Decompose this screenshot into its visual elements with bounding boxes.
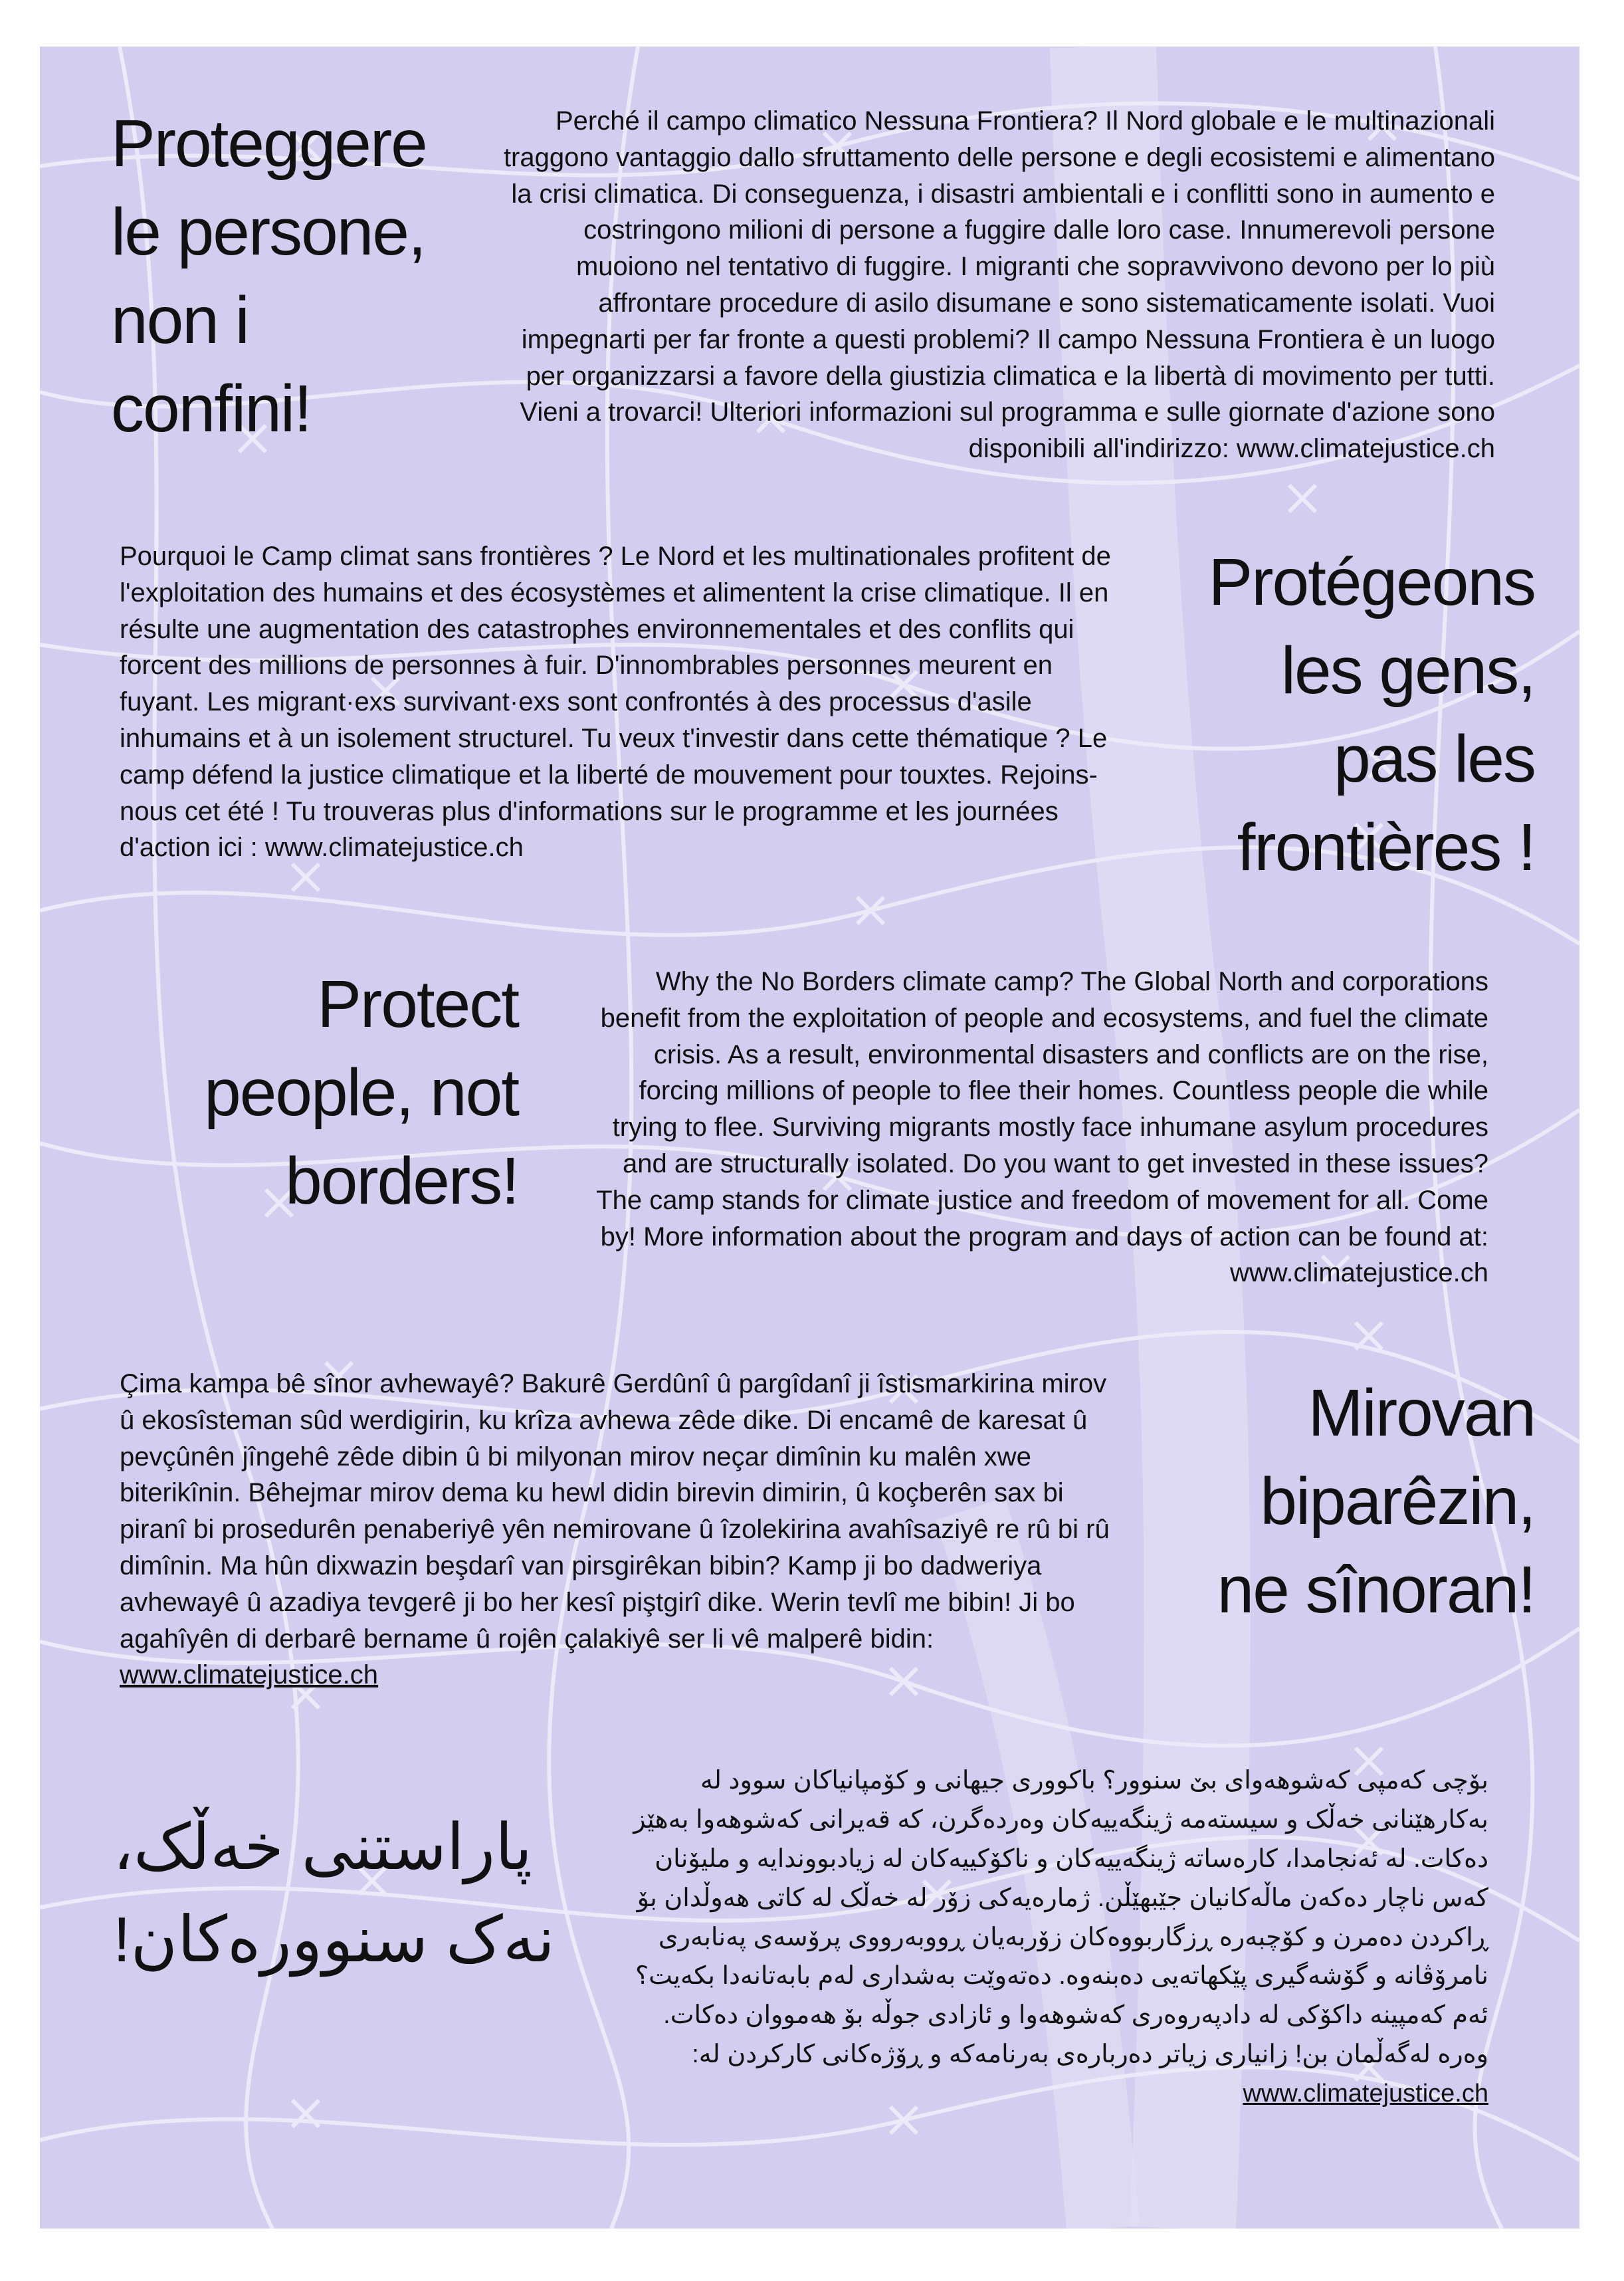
english-body: Why the No Borders climate camp? The Global North and corporations benefit from the exploitation of people and ecosystems, and fuel the climate crisis. As a result, environmental disasters and conflicts are on the rise, forcing millions of people to flee their homes. Countless people die while trying to flee. Surviving migrants mostly face inhumane asylum procedures and are structurally isolated. Do you want to get invested in these issues? The camp stands for climate justice and freedom of movement for all. Come by! More information about the program and days of action can be found at: www.climatejustice.ch	[596, 967, 1488, 1288]
poster	[40, 47, 1579, 2228]
italian-headline-line: Proteggere	[111, 106, 427, 181]
kurmanji-headline-line: Mirovan	[1308, 1376, 1535, 1450]
sorani-body-text: بۆچی کەمپی کەشوهەوای بێ سنوور؟ باکووری جیهانی و کۆمپانیاکان سوود لە بەکارهێنانی خەڵک و سیستەمە ژینگەییەکان وەردەگرن، کە قەیرانی کەشوهەوا بەهێز دەکات. لە ئەنجامدا، کارەساتە ژینگەییەکان و ناکۆکییەکان لە زیادبووندایە و ملیۆنان کەس ناچار دەکەن ماڵەکانیان جێبهێڵن. ژمارەیەکی زۆر لە خەڵک لە کاتی هەوڵدان بۆ ڕاکردن دەمرن و کۆچبەرە ڕزگاربووەکان زۆربەیان ڕووبەرووی پرۆسەی پەنابەری نامرۆڤانە و گۆشەگیری پێکهاتەیی دەبنەوە. دەتەوێت بەشداری لەم بابەتانەدا بکەیت؟ ئەم کەمپینە داکۆکی لە دادپەروەری کەشوهەوا و ئازادی جوڵە بۆ هەمووان دەکات. وەرە لەگەڵمان بن! زانیاری زیاتر دەربارەی بەرنامەکە و ڕۆژەکانی کارکردن لە:	[633, 1767, 1488, 2069]
kurmanji-url-link[interactable]: www.climatejustice.ch	[120, 1660, 379, 1690]
italian-headline-line: confini!	[111, 372, 311, 446]
english-headline-line: Protect	[317, 967, 518, 1041]
sorani-body	[631, 1761, 1488, 2114]
sorani-headline-line: پاراستنی خەڵک،	[113, 1812, 533, 1883]
kurmanji-body	[120, 1366, 1116, 1693]
french-headline-line: les gens,	[1280, 633, 1535, 708]
english-headline-line: people, not	[204, 1055, 518, 1130]
sorani-headline	[113, 1801, 618, 1986]
italian-headline-line: le persone,	[111, 195, 425, 269]
french-headline-line: Protégeons	[1208, 545, 1535, 619]
french-headline-line: frontières !	[1237, 810, 1535, 885]
english-headline	[106, 960, 518, 1226]
sorani-headline-line: نەک سنوورەکان!	[113, 1904, 555, 1976]
french-body: Pourquoi le Camp climat sans frontières ? Le Nord et les multinationales profitent de l'exploitation des humains et des écosystèmes et alimentent la crise climatique. Il en résulte une augmentation des catastrophes environnementales et des conflits qui forcent des millions de personnes à fuir. D'innombrables personnes meurent en fuyant. Les migrant·exs survivant·exs sont confrontés à des processus d'asile inhumains et à un isolement structurel. Tu veux t'investir dans cette thématique ? Le camp défend la justice climatique et la liberté de mouvement pour touxtes. Rejoins-nous cet été ! Tu trouveras plus d'informations sur le programme et les journées d'action ici : www.climatejustice.ch	[120, 542, 1111, 863]
kurmanji-headline-line: ne sînoran!	[1217, 1553, 1535, 1627]
french-headline-line: pas les	[1334, 722, 1535, 796]
italian-body: Perché il campo climatico Nessuna Frontiera? Il Nord globale e le multinazionali traggono vantaggio dallo sfruttamento delle persone e degli ecosistemi e alimentano la crisi climatica. Di conseguenza, i disastri ambientali e i conflitti sono in aumento e costringono milioni di persone a fuggire dalle loro case. Innumerevoli persone muoiono nel tentativo di fuggire. I migranti che sopravvivono devono per lo più affrontare procedure di asilo disumane e sono sistematicamente isolati. Vuoi impegnarti per far fronte a questi problemi? Il campo Nessuna Frontiera è un luogo per organizzarsi a favore della giustizia climatica e la libertà di movimento per tutti. Vieni a trovarci! Ulteriori informazioni sul programma e sulle giornate d'azione sono disponibili all'indirizzo: www.climatejustice.ch	[503, 106, 1495, 464]
kurmanji-headline-line: biparêzin,	[1260, 1464, 1535, 1539]
italian-headline-line: non i	[111, 283, 249, 358]
french-headline	[1116, 538, 1535, 892]
kurmanji-headline	[1090, 1369, 1535, 1634]
sorani-url-link[interactable]: www.climatejustice.ch	[1243, 2080, 1488, 2108]
italian-headline	[111, 100, 457, 453]
kurmanji-body-text: Çima kampa bê sînor avhewayê? Bakurê Gerdûnî û pargîdanî ji îstismarkirina mirov û ekosîsteman sûd werdigirin, ku krîza avhewa zêde dike. Di encamê de karesat û pevçûnên jîngehê zêde dibin û bi milyonan mirov neçar dimînin ku malên xwe biterikînin. Bêhejmar mirov dema ku hewl didin birevin dimirin, û koçberên sax bi piranî bi prosedurên penaberiyê yên nemirovane û îzolekirina avahîsaziyê re rû bi rû dimînin. Ma hûn dixwazin beşdarî van pirsgirêkan bibin? Kamp ji bo dadweriya avhewayê û azadiya tevgerê ji bo her kesî piştgirî dike. Werin tevlî me bibin! Ji bo agahîyên di derbarê bername û rojên çalakiyê ser li vê malperê bidin:	[120, 1369, 1110, 1654]
english-headline-line: borders!	[285, 1144, 518, 1218]
